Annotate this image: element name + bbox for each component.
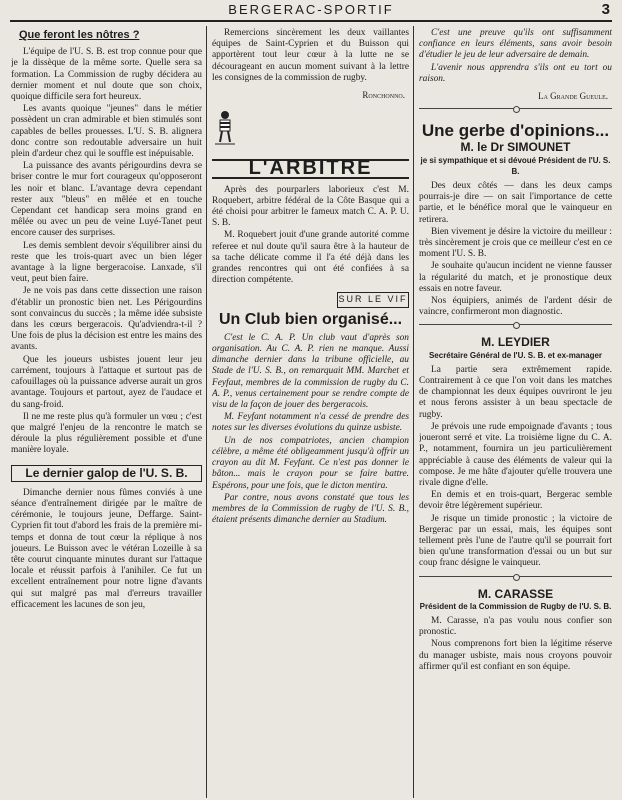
opinion-body	[419, 181, 612, 318]
paragraph: Nos équipiers, animés de l'ardent désir de vaincre, confirmeront mon diagnostic.	[419, 296, 612, 318]
opinion-body	[419, 365, 612, 570]
section-title: L'ARBITRE	[248, 157, 373, 180]
paragraph: C'est une preuve qu'ils ont suffisamment confiance en leurs éléments, sans avoir besoin d'étudier le jeu de leur adversaire de demain.	[419, 28, 612, 61]
article-body	[212, 185, 409, 287]
column-rule	[413, 26, 414, 798]
paragraph: C'est le C. A. P. Un club vaut d'après son organisation. Au C. A. P. rien ne manque. Aussi dimanche dernier dans la tribune officielle, au Stade de l'U. S. B., on remarquait MM. Marchet et Feyfaut, membres de la commission de rugby du C. A. P., venus certainement pour se rendre compte de visu de la façon de jouer des bergeracois.	[212, 332, 409, 411]
paragraph: Il ne me reste plus qu'à formuler un vœu ; c'est que malgré l'enjeu de la rencontre le match se déroule la plus régulièrement possible et d'une manière loyale.	[11, 411, 202, 456]
rugby-player-icon	[212, 109, 238, 145]
section-title: Une gerbe d'opinions...	[421, 121, 610, 141]
opinion-author: M. CARASSE	[477, 586, 554, 601]
paragraph: Je souhaite qu'aucun incident ne vienne fausser la régularité du match, et je pronostique deux essais en notre faveur.	[419, 261, 612, 294]
opinion-author: M. LEYDIER	[481, 335, 550, 350]
article-heading-box	[11, 465, 202, 482]
rubric-label: SUR LE VIF	[337, 292, 409, 307]
opinion-author-role: Secrétaire Général de l'U. S. B. et ex-manager	[428, 350, 603, 360]
paragraph: Dimanche dernier nous fûmes conviés à une séance d'entraînement dirigée par le maître de cérémonie, le toujours jeune, Deffarge. Saint-Cyprien fit tout d'abord les frais de la première mi-temps et donna de tout cœur la réplique à nos joueurs. Le Buisson avec le vétéran Lozeille à sa tête courut cinquante minutes durant sur l'attaque locale et réussit parfois à l'anihiler. Ce fut un excellent entraînement pour notre ligne d'avants qui sut malgré pas mal d'erreurs travailler efficacement les lacunes de son jeu,	[11, 487, 202, 610]
paragraph: M. Feyfant notamment n'a cessé de prendre des notes sur les diverses évolutions du quinze usbiste.	[212, 412, 409, 434]
paragraph: Les avants quoique "jeunes" dans le métier possèdent un cran admirable et bien stimulés sont capables de belles prouesses. L'U. S. B. alignera donc contre son redoutable adversaire un huit plein d'ardeur chez qui le souffle est inépuisable.	[11, 104, 202, 160]
paragraph: Un de nos compatriotes, ancien champion célèbre, a même été obligeamment jusqu'à offrir un crayon au dit M. Feyfant. Ce n'est pas donner le bâton... mais le crayon pour se faire battre. Espérons, pour une fois, que le dicton mentira.	[212, 435, 409, 491]
signature: La Grande Gueule.	[538, 91, 608, 102]
opinion-author-role: Président de la Commission de Rugby de l'U. S. B.	[419, 601, 612, 611]
masthead	[10, 2, 612, 22]
paragraph: Je risque un timide pronostic ; la victoire de Bergerac par un essai, mais, les équipes sont tellement près l'une de l'autre qu'il se pourrait fort bien qu'une transformation d'essai ou un but sur coup franc désigne le vainqueur.	[419, 513, 612, 569]
paragraph: Les demis semblent devoir s'équilibrer ainsi du reste que les trois-quart avec un bien léger avantage à la ligne bergeracoise. Lanxade, s'il veut, peut bien faire.	[11, 240, 202, 285]
paragraph: En demis et en trois-quart, Bergerac semble devoir être légèrement supérieur.	[419, 490, 612, 512]
paragraph: L'équipe de l'U. S. B. est trop connue pour que je la dissèque de la même sorte. Quelle sera sa formation. La Commission de rugby décidera au dernier moment et nul doute que son choix, quoique difficile sera fort heureux.	[11, 47, 202, 103]
column-3	[419, 28, 612, 798]
column-2	[212, 28, 409, 798]
paragraph: L'avenir nous apprendra s'ils ont eu tort ou raison.	[419, 62, 612, 84]
paragraph: Par contre, nous avons constaté que tous les membres de la Commission de rugby de l'U. S. B., étaient présents dimanche dernier au Stadium.	[212, 492, 409, 526]
paragraph: Remercions sincèrement les deux vaillantes équipes de Saint-Cyprien et du Buisson qui apportèrent tout leur cœur à la lutte ne se décourageant en aucun moment suivant à la lettre les consignes de la commission de rugby.	[212, 28, 409, 83]
column-1	[11, 28, 202, 798]
article-heading: Un Club bien organisé...	[218, 310, 403, 328]
paragraph: Bien vivement je désire la victoire du meilleur : très sincèrement je crois que ce meilleur c'est en ce moment l'U. S. B.	[419, 226, 612, 260]
paragraph: Je ne vois pas dans cette dissection une raison d'établir un pronostic bien net. Les Périgourdins sont convaincus du succès ; la même idée subsiste dans les cœurs bergeracois. Qu'adviendra-t-il ? Une fois de plus la décision est entre les mains des avants.	[11, 286, 202, 353]
ornament-divider	[419, 108, 612, 115]
article-body	[419, 28, 612, 85]
page-number: 3	[601, 1, 610, 18]
paragraph: M. Roquebert jouit d'une grande autorité comme referee et nul doute qu'il saura être à la hauteur de sa tache délicate comme il l'a été déjà dans les grandes rencontres qui ont été confiées à sa direction compétente.	[212, 230, 409, 286]
article-heading: Que feront les nôtres ?	[19, 29, 140, 41]
newspaper-title: BERGERAC-SPORTIF	[228, 2, 394, 17]
paragraph: M. Carasse, n'a pas voulu nous confier son pronostic.	[419, 615, 612, 638]
article-body	[212, 333, 409, 526]
paragraph: Nous comprenons fort bien la légitime réserve du manager usbiste, mais nous croyons pouvoir affirmer qu'il est confiant en son équipe.	[419, 639, 612, 672]
paragraph: La puissance des avants périgourdins devra se briser contre le mur fort courageux qu'opposeront les noir et blanc. L'avantage devra cependant rester aux "bleus" en mêlée et en touche Cependant cet handicap sera moins grand en mêlée ou avec un peu de veine Luyé-Tanet peut encore causer des surprises.	[11, 161, 202, 239]
column-rule	[206, 26, 207, 798]
opinion-author: M. le Dr SIMOUNET	[460, 140, 571, 155]
signature: Ronchonno.	[362, 90, 405, 101]
paragraph: Des deux côtés — dans les deux camps pourrais-je dire — on sait l'importance de cette partie, et le bénéfice moral que le vainqueur en retirera.	[419, 181, 612, 225]
opinion-body	[419, 616, 612, 673]
section-banner	[212, 159, 409, 178]
article-body	[11, 47, 202, 456]
opinion-author-role: je si sympathique et si dévoué Président de l'U. S. B.	[420, 155, 611, 176]
paragraph: Que les joueurs usbistes jouent leur jeu carrément, toujours à l'attaque et surtout pas de cafouillages où la puissance adverse aurait un gros avantage. Toujours et partout, ayez de l'audace et du sang-froid.	[11, 354, 202, 410]
paragraph: La partie sera extrêmement rapide. Contrairement à ce que l'on voit dans les matches de championnat les deux équipes ouvriront le jeu et nous ferons assister à un beau spectacle de rugby.	[419, 364, 612, 420]
paragraph: Je prévois une rude empoignade d'avants ; tous joueront serré et vite. La troisième ligne du C. A. P., notamment, fournira un jeu particulièrement appréciable à cause des éléments de valeur qui la compose. Je me hâte d'ajouter qu'elle trouvera une rivale digne d'elle.	[419, 421, 612, 488]
ornament-divider	[419, 576, 612, 583]
article-heading: Le dernier galop de l'U. S. B.	[25, 465, 188, 480]
article-body	[11, 488, 202, 611]
paragraph: Après des pourparlers laborieux c'est M. Roquebert, arbitre fédéral de la Côte Basque qui a été choisi pour arbitrer le fameux match C. A. P. U. S. B.	[212, 184, 409, 229]
ornament-divider	[419, 324, 612, 331]
